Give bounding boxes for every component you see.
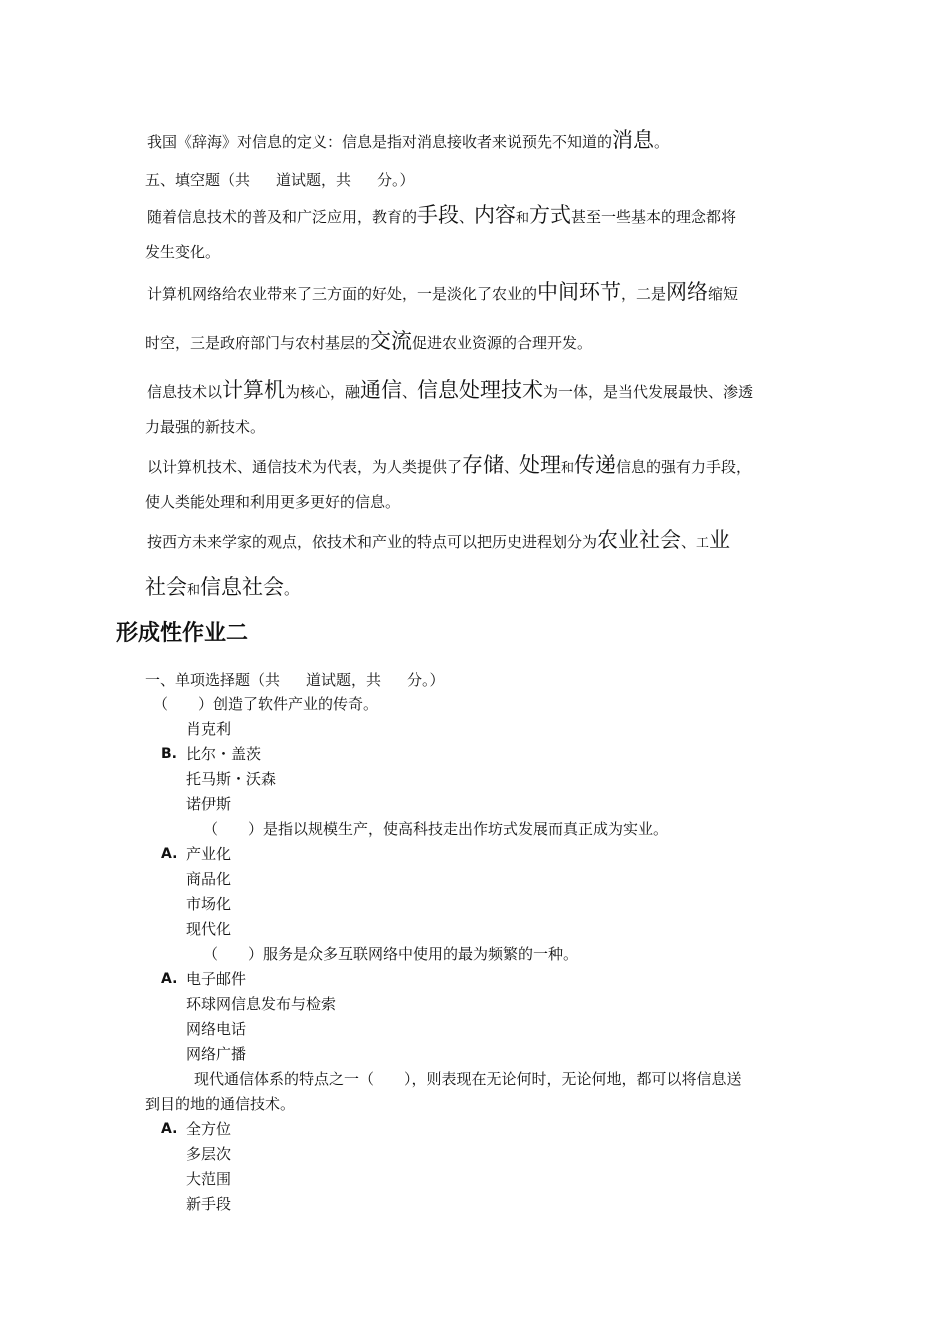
heading-part: 道试题，共	[276, 171, 352, 189]
fill-section-heading	[145, 170, 415, 190]
question-text: ，二是	[621, 285, 667, 303]
question-text: 为一体，是当代发展最快、渗透	[543, 383, 754, 401]
answer-text: 处理	[519, 453, 562, 477]
definition-line	[147, 130, 669, 152]
answer-text: 计算机	[222, 378, 286, 402]
question-text: 信息的强有力手段，	[616, 458, 752, 476]
question-text: 按西方未来学家的观点，依技术和产业的特点可以把历史进程划分为	[147, 533, 598, 551]
heading-part: 五、填空题（共	[145, 171, 251, 189]
answer-text: 交流	[370, 329, 413, 353]
choice-option: 产业化	[186, 845, 232, 863]
choice-option: 新手段	[186, 1195, 232, 1213]
choice-question-2-stem: （ ）是指以规模生产，使高科技走出作坊式发展而真正成为实业。	[203, 820, 669, 838]
answer-text: 中间环节	[537, 280, 622, 304]
answer-text: 传递	[574, 453, 617, 477]
option-marker: B.	[161, 746, 177, 762]
fill-question-3	[147, 380, 753, 402]
option-marker: A.	[161, 1121, 178, 1137]
question-text: 缩短	[708, 285, 739, 303]
punctuation: 。	[654, 133, 670, 151]
answer-text: 工	[696, 536, 710, 551]
answer-text: 手段	[417, 203, 460, 227]
answer-text: 业	[709, 528, 731, 552]
choice-option: 肖克利	[186, 720, 232, 738]
choice-option: 市场化	[186, 895, 232, 913]
choice-option: 诺伊斯	[186, 795, 232, 813]
separator: 、	[402, 383, 418, 401]
choice-option: 多层次	[186, 1145, 232, 1163]
choice-option: 现代化	[186, 920, 232, 938]
choice-question-1-stem: （ ）创造了软件产业的传奇。	[153, 695, 379, 713]
answer-text: 内容	[474, 203, 517, 227]
question-text: 随着信息技术的普及和广泛应用，教育的	[147, 208, 418, 226]
choice-question-3-stem: （ ）服务是众多互联网络中使用的最为频繁的一种。	[203, 945, 579, 963]
question-text: 甚至一些基本的理念都将	[571, 208, 737, 226]
fill-question-4-line2: 使人类能处理和利用更多更好的信息。	[145, 493, 401, 511]
conjunction: 和	[187, 583, 201, 598]
heading-part: 一、单项选择题（共	[145, 671, 281, 689]
definition-text: 我国《辞海》对信息的定义：信息是指对消息接收者来说预先不知道的	[147, 133, 613, 151]
question-text: 时空，三是政府部门与农村基层的	[145, 334, 371, 352]
choice-option: 电子邮件	[186, 970, 247, 988]
separator: 、	[504, 458, 520, 476]
question-text: 计算机网络给农业带来了三方面的好处，一是淡化了农业的	[147, 285, 538, 303]
choice-option: 商品化	[186, 870, 232, 888]
choice-option: 网络广播	[186, 1045, 247, 1063]
answer-text: 信息社会	[200, 575, 285, 599]
section-title: 形成性作业二	[116, 621, 249, 646]
answer-text: 社会	[145, 575, 187, 599]
answer-text: 存储	[462, 453, 505, 477]
answer-text: 网络	[666, 280, 709, 304]
option-marker: A.	[161, 846, 178, 862]
answer-text: 方式	[529, 203, 572, 227]
answer-text: 信息处理技术	[417, 378, 544, 402]
choice-option: 环球网信息发布与检索	[186, 995, 337, 1013]
choice-option: 比尔・盖茨	[186, 745, 262, 763]
fill-question-5-line2	[145, 577, 299, 601]
heading-part: 分。）	[377, 171, 415, 189]
fill-question-1-line2: 发生变化。	[145, 243, 221, 261]
question-text: 信息技术以	[147, 383, 223, 401]
conjunction: 和	[561, 461, 575, 476]
heading-part: 分。）	[407, 671, 445, 689]
choice-option: 大范围	[186, 1170, 232, 1188]
choice-question-4-stem-line2: 到目的地的通信技术。	[145, 1095, 296, 1113]
answer-text: 农业社会	[597, 528, 682, 552]
separator: 、	[459, 208, 475, 226]
option-marker: A.	[161, 971, 178, 987]
choice-question-4-stem: 现代通信体系的特点之一（ ），则表现在无论何时，无论何地，都可以将信息送	[194, 1070, 742, 1088]
question-text: 为核心，融	[285, 383, 361, 401]
fill-question-5	[147, 530, 730, 554]
heading-part: 道试题，共	[306, 671, 382, 689]
answer-text: 通信	[360, 378, 403, 402]
fill-question-1	[147, 205, 736, 229]
fill-question-4	[147, 455, 751, 479]
separator: 、	[681, 533, 697, 551]
question-text: 以计算机技术、通信技术为代表，为人类提供了	[147, 458, 463, 476]
choice-option: 网络电话	[186, 1020, 247, 1038]
conjunction: 和	[516, 211, 530, 226]
choice-option: 托马斯・沃森	[186, 770, 277, 788]
fill-question-2-line2	[145, 331, 592, 353]
choice-option: 全方位	[186, 1120, 232, 1138]
answer-xiaoxi: 消息	[612, 128, 655, 152]
fill-question-2	[147, 282, 738, 304]
question-text: 促进农业资源的合理开发。	[412, 334, 593, 352]
punctuation: 。	[284, 580, 300, 598]
choice-section-heading	[145, 670, 445, 690]
fill-question-3-line2: 力最强的新技术。	[145, 418, 266, 436]
